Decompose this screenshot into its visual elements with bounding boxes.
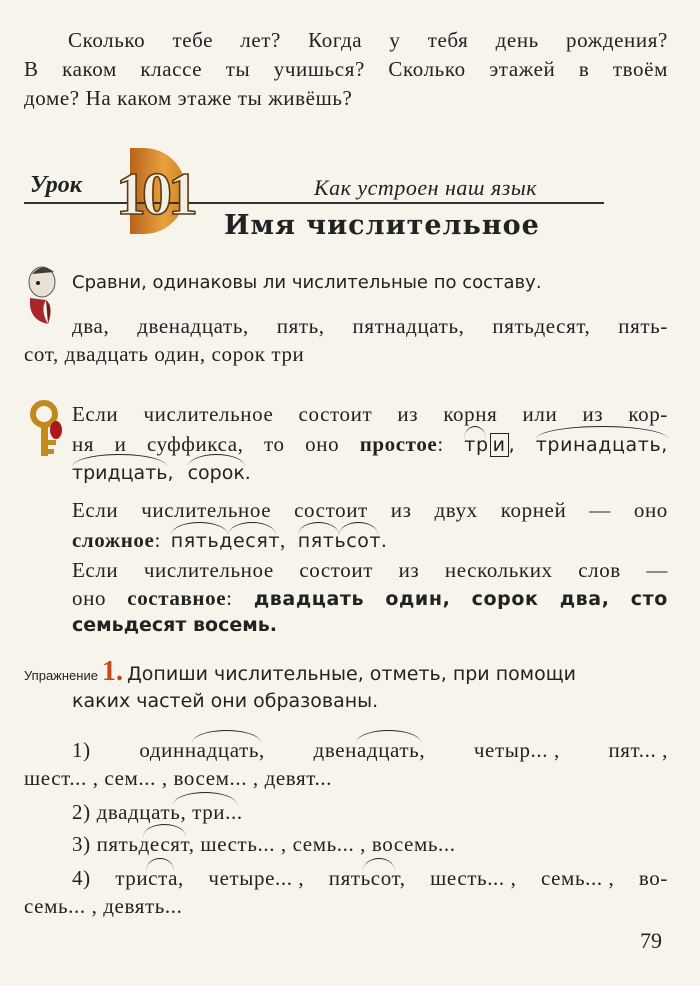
rule-p1-line-3: тридцать, сорок. — [72, 462, 251, 484]
exercise-item-3: 3) пятьдесят, шесть... , семь... , восемь... — [72, 832, 456, 857]
exercise-item-4-line-2: семь... , девять... — [24, 894, 183, 918]
example-thirty: тридцать — [72, 462, 167, 484]
lesson-label: Урок — [30, 172, 82, 198]
rule-p2-line-1: Если числительное состоит из двух корней — оно — [72, 498, 668, 522]
root-arc — [464, 426, 486, 439]
exercise-item-1: 1) одиннадцать, двенадцать, четыр... , пят... , — [72, 738, 668, 763]
task-numbers-line-1: два, двенадцать, пять, пятнадцать, пятьдесят, пять- — [72, 314, 668, 338]
key-icon — [26, 400, 66, 462]
page-number: 79 — [640, 928, 662, 953]
character-icon — [24, 262, 64, 328]
example-three: тр и , — [464, 434, 515, 456]
intro-line-1: Сколько тебе лет? Когда у тебя день рождения? — [68, 28, 668, 52]
rule-p3-line-3: семьдесят восемь. — [72, 614, 278, 636]
rule-p3-line-2: оно составное: двадцать один, сорок два, сто — [72, 586, 668, 610]
exercise-item-1-line-2: шест... , сем... , восем... , девят... — [24, 766, 333, 790]
rule-p1-line-2: ня и суффикса, то оно простое: тр и , тринадцать, — [72, 432, 668, 457]
exercise-label: Упражнение — [24, 668, 98, 683]
task-numbers-line-2: сот, двадцать один, сорок три — [24, 342, 305, 366]
lesson-number: 101 — [116, 161, 194, 227]
rule-p2-line-2: сложное: пятьдесят, пятьсот. — [72, 528, 387, 553]
lesson-subject: Как устроен наш язык — [314, 175, 538, 200]
term-complex: сложное — [72, 528, 155, 552]
example-thirteen: тринадцать, — [536, 434, 668, 456]
example-fifty: пятьдесят — [171, 530, 280, 552]
header-rule — [24, 202, 604, 204]
lesson-header — [24, 148, 604, 248]
task-prompt: Сравни, одинаковы ли числительные по составу. — [72, 272, 542, 293]
example-forty: сорок — [188, 462, 245, 484]
example-five-hundred: пятьсот — [298, 530, 381, 552]
intro-line-2: В каком классе ты учишься? Сколько этажей в твоём — [24, 57, 668, 81]
suffix-box: и — [490, 433, 509, 457]
exercise-title-line-2: каких частей они образованы. — [72, 690, 379, 712]
exercise-number: 1. — [101, 656, 123, 687]
exercise-item-4: 4) триста, четыре... , пятьсот, шесть... , семь... , во- — [72, 866, 668, 891]
lesson-topic: Имя числительное — [224, 210, 540, 241]
exercise-title-line-1: Допиши числительные, отметь, при помощи — [126, 663, 576, 685]
exercise-item-2: 2) двадцать, три... — [72, 800, 243, 825]
rule-p1-line-1: Если числительное состоит из корня или из кор- — [72, 402, 668, 426]
term-compound: составное — [127, 586, 227, 610]
intro-line-3: доме? На каком этаже ты живёшь? — [24, 86, 353, 110]
term-simple: простое — [359, 432, 438, 456]
rule-p3-line-1: Если числительное состоит из нескольких слов — — [72, 558, 668, 582]
exercise-heading — [24, 656, 576, 688]
